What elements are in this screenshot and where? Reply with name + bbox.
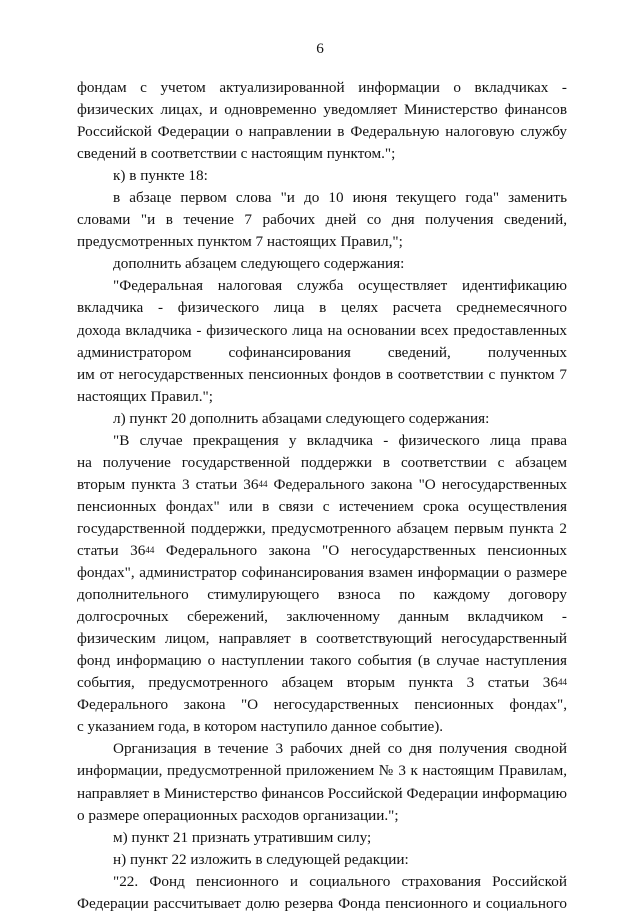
text-line: направляет в Министерство финансов Российской Федерации информацию [77, 784, 567, 802]
text-segment: статьи 36 [77, 541, 146, 559]
text-line: с указанием года, в котором наступило данное событие). [77, 718, 444, 736]
text-line: фондам с учетом актуализированной информации о вкладчиках - [77, 79, 567, 96]
text-line: информации, предусмотренной приложением № 3 к настоящим Правилам, [77, 762, 567, 780]
text-line [77, 540, 567, 562]
text-segment: Федерального закона "О негосударственных [267, 475, 567, 493]
text-line: на получение государственной поддержки в соответствии с абзацем [77, 453, 567, 471]
text-line: фонд информацию о наступлении такого события (в случае наступления [77, 652, 567, 670]
text-line: "В случае прекращения у вкладчика - физического лица права [113, 431, 567, 449]
text-line: долгосрочных сбережений, заключенному данным вкладчиком - [77, 608, 567, 626]
text-line: государственной поддержки, предусмотренного абзацем первым пункта 2 [77, 519, 567, 537]
document-body [77, 77, 567, 915]
superscript: 44 [258, 478, 268, 489]
text-line: м) пункт 21 признать утратившим силу; [113, 828, 372, 846]
text-line [77, 474, 567, 496]
text-line: администратором софинансирования сведений, полученных [77, 343, 567, 361]
text-line: "Федеральная налоговая служба осуществляет идентификацию [113, 277, 567, 295]
text-line: Российской Федерации о направлении в Федеральную налоговую службу [77, 123, 567, 141]
text-line: "22. Фонд пенсионного и социального страхования Российской [113, 872, 567, 890]
text-line: физическим лицом, направляет в соответствующий негосударственный [77, 630, 567, 648]
superscript: 44 [145, 544, 155, 555]
text-line: Федерального закона "О негосударственных пенсионных фондах", [77, 696, 567, 714]
text-line: физических лицах, и одновременно уведомляет Министерство финансов [77, 101, 567, 119]
text-line: фондах", администратор софинансирования взамен информации о размере [77, 564, 567, 582]
text-segment: события, предусмотренного абзацем вторым пункта 3 статьи 36 [77, 674, 558, 692]
text-line: настоящих Правил."; [77, 387, 213, 405]
text-line: сведений в соответствии с настоящим пунктом."; [77, 145, 396, 163]
text-line: Федерации рассчитывает долю резерва Фонда пенсионного и социального [77, 894, 567, 912]
text-line: пенсионных фондах" или в связи с истечением срока осуществления [77, 497, 567, 515]
text-line: о размере операционных расходов организации."; [77, 806, 399, 824]
text-line: дополнительного стимулирующего взноса по каждому договору [77, 586, 567, 604]
text-line [77, 672, 567, 694]
text-line: к) в пункте 18: [113, 167, 208, 185]
text-line: н) пункт 22 изложить в следующей редакции: [113, 850, 409, 868]
page-number: 6 [316, 40, 324, 57]
text-line: в абзаце первом слова "и до 10 июня текущего года" заменить [113, 189, 567, 207]
text-segment: Федерального закона "О негосударственных пенсионных [154, 541, 567, 559]
text-line: предусмотренных пунктом 7 настоящих Правил,"; [77, 233, 403, 251]
text-line: дохода вкладчика - физического лица на основании всех предоставленных [77, 321, 567, 339]
text-line: л) пункт 20 дополнить абзацами следующего содержания: [113, 409, 490, 427]
text-line: Организация в течение 3 рабочих дней со дня получения сводной [113, 740, 567, 758]
text-line: дополнить абзацем следующего содержания: [113, 255, 405, 273]
text-line: им от негосударственных пенсионных фондов в соответствии с пунктом 7 [77, 365, 567, 383]
text-segment: вторым пункта 3 статьи 36 [77, 475, 259, 493]
superscript: 44 [558, 677, 567, 688]
text-line: словами "и в течение 7 рабочих дней со дня получения сведений, [77, 211, 567, 229]
text-line: вкладчика - физического лица в целях расчета среднемесячного [77, 299, 567, 317]
